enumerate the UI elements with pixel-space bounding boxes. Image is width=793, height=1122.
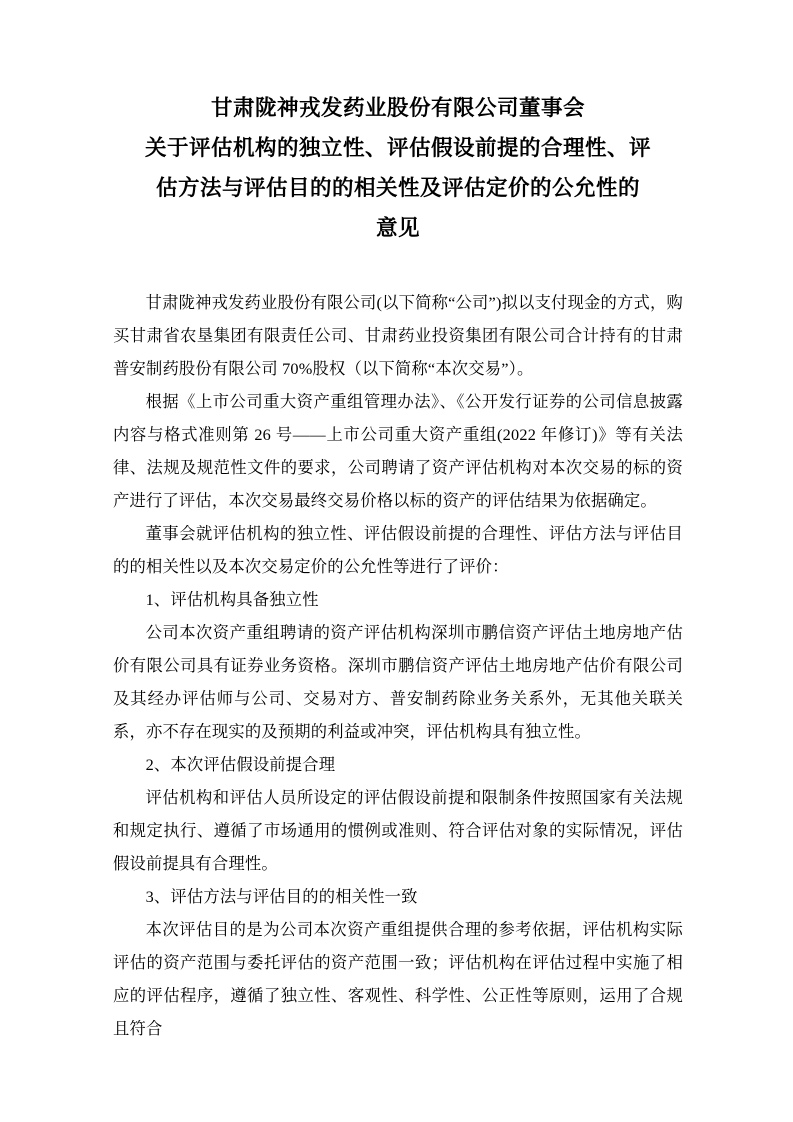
section-heading-3: 3、评估方法与评估目的的相关性一致 xyxy=(145,887,418,906)
document-title xyxy=(113,88,683,248)
document-body xyxy=(113,286,683,1045)
paragraph-2: 根据《上市公司重大资产重组管理办法》、《公开发行证券的公司信息披露内容与格式准则第 26 号——上市公司重大资产重组(2022 年修订)》等有关法律、法规及规范性文件的要求，公司聘请了资产评估机构对本次交易的标的资产进行了评估，本次交易最终交易价格以标的资产的评估结果为依据确定。 xyxy=(113,392,683,510)
paragraph-4: 公司本次资产重组聘请的资产评估机构深圳市鹏信资产评估土地房地产估价有限公司具有证券业务资格。深圳市鹏信资产评估土地房地产估价有限公司及其经办评估师与公司、交易对方、普安制药除业务关系外，无其他关联关系，亦不存在现实的及预期的利益或冲突，评估机构具有独立性。 xyxy=(113,623,683,741)
section-heading-2: 2、本次评估假设前提合理 xyxy=(145,755,336,774)
document-content xyxy=(113,88,683,1045)
paragraph-3: 董事会就评估机构的独立性、评估假设前提的合理性、评估方法与评估目的的相关性以及本次交易定价的公允性等进行了评价： xyxy=(113,524,683,576)
section-heading-1: 1、评估机构具备独立性 xyxy=(145,590,319,609)
paragraph-1: 甘肃陇神戎发药业股份有限公司(以下简称“公司”)拟以支付现金的方式，购买甘肃省农垦集团有限责任公司、甘肃药业投资集团有限公司合计持有的甘肃普安制药股份有限公司 70%股权（以下简称“本次交易”）。 xyxy=(113,293,683,378)
title-line-3: 估方法与评估目的的相关性及评估定价的公允性的 xyxy=(155,176,640,200)
paragraph-5: 评估机构和评估人员所设定的评估假设前提和限制条件按照国家有关法规和规定执行、遵循了市场通用的惯例或准则、符合评估对象的实际情况，评估假设前提具有合理性。 xyxy=(113,788,683,873)
title-line-4: 意见 xyxy=(375,216,420,240)
title-line-1: 甘肃陇神戎发药业股份有限公司董事会 xyxy=(210,96,585,120)
paragraph-6: 本次评估目的是为公司本次资产重组提供合理的参考依据，评估机构实际评估的资产范围与委托评估的资产范围一致；评估机构在评估过程中实施了相应的评估程序，遵循了独立性、客观性、科学性、公正性等原则，运用了合规且符合 xyxy=(113,920,683,1038)
title-line-2: 关于评估机构的独立性、评估假设前提的合理性、评 xyxy=(144,136,651,160)
